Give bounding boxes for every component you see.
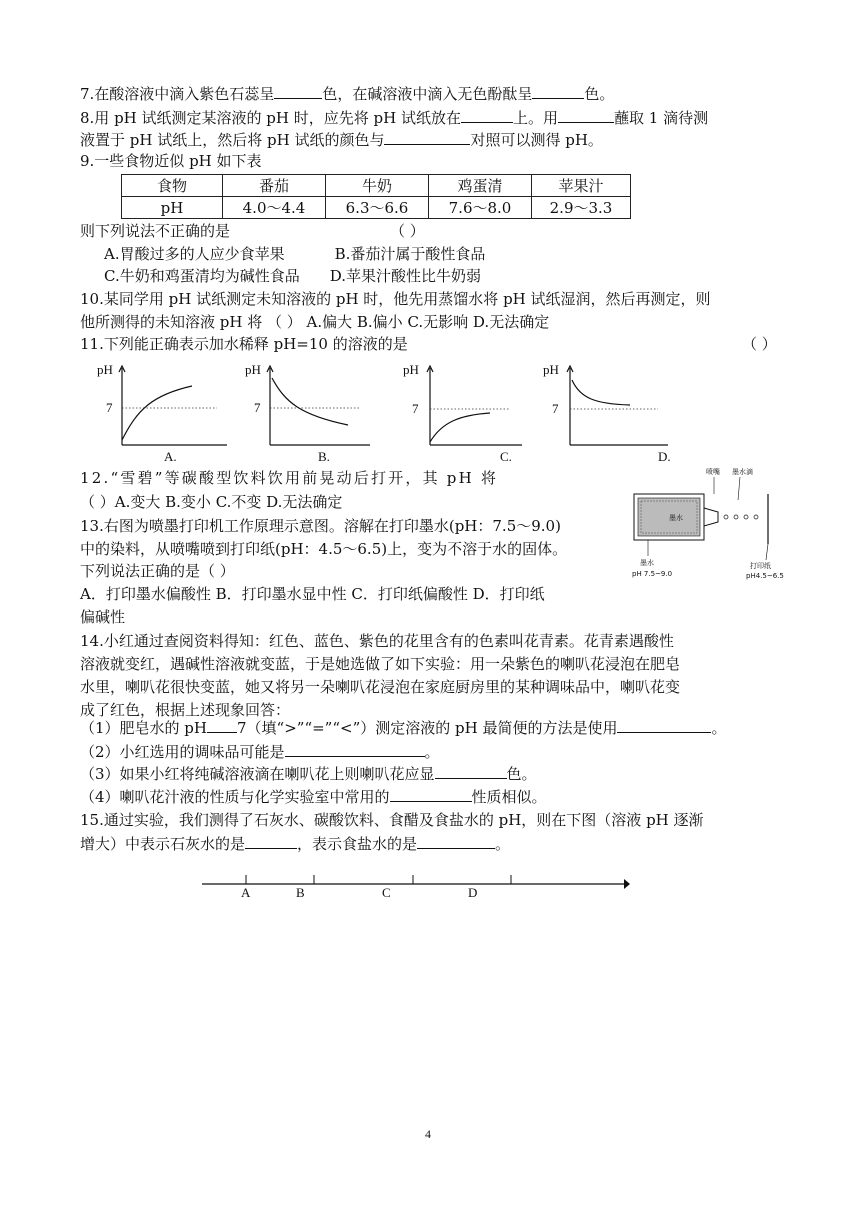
q7-text-a: 7.在酸溶液中滴入紫色石蕊呈 (80, 85, 275, 103)
q9-option-c: C.牛奶和鸡蛋清均为碱性食品 (104, 267, 300, 285)
q7-blank-1 (274, 83, 322, 99)
table-cell: 苹果汁 (532, 175, 631, 197)
ph-number-line-svg (198, 866, 638, 906)
q8-text-d: 液置于 pH 试纸上，然后将 pH 试纸的颜色与 (80, 131, 385, 149)
table-cell: 食物 (122, 175, 223, 197)
q14-blank-4 (435, 763, 507, 779)
numline-label-a: A (241, 885, 251, 900)
q14-s1-text-a: （1）肥皂水的 pH (80, 719, 207, 737)
q7-text-c: 色。 (584, 85, 615, 103)
question-8-line-2 (80, 129, 603, 150)
graph-option-b (240, 360, 380, 465)
q11-question (80, 334, 408, 354)
graph-d-curve (572, 380, 630, 405)
q14-sub-1 (80, 717, 727, 738)
q14-line-1: 14.小红通过查阅资料得知：红色、蓝色、紫色的花里含有的色素叫花青素。花青素遇酸性 (80, 632, 674, 650)
q14-line-3: 水里，喇叭花很快变蓝，她又将另一朵喇叭花浸泡在家庭厨房里的某种调味品中，喇叭花变 (80, 678, 681, 696)
q14-s3-text-a: （3）如果小红将纯碱溶液滴在喇叭花上则喇叭花应显 (80, 765, 435, 783)
table-cell: 番茄 (223, 175, 326, 197)
q8-text-e: 对照可以测得 pH。 (470, 131, 603, 149)
q14-line-2: 溶液就变红，遇碱性溶液就变蓝，于是她选做了如下实验：用一朵紫色的喇叭花浸泡在肥皂 (80, 655, 681, 673)
graph-b-ylabel: pH (245, 362, 261, 377)
q14-sub-4 (80, 786, 547, 807)
table-cell: 6.3～6.6 (326, 197, 429, 219)
q15-line-1: 15.通过实验，我们测得了石灰水、碳酸饮料、食醋及食盐水的 pH，则在下图（溶液 pH 逐渐 (80, 811, 704, 829)
q14-sub-2 (80, 741, 440, 762)
q7-blank-2 (532, 83, 584, 99)
q15-blank-2 (417, 833, 495, 849)
q14-s2-text-b: 。 (424, 743, 440, 761)
table-cell: pH (122, 197, 223, 219)
q15-text-b: ，表示食盐水的是 (297, 835, 418, 853)
label-nozzle: 喷嘴 (706, 468, 720, 476)
graph-a-svg (92, 360, 232, 465)
q9-option-a: A.胃酸过多的人应少食苹果 (104, 245, 285, 263)
q10-line-2: 他所测得的未知溶液 pH 将 （ ） A.偏大 B.偏小 C.无影响 D.无法确定 (80, 313, 550, 331)
label-ink: 墨水 (640, 559, 654, 567)
q12-line-1: 12.“雪碧”等碳酸型饮料饮用前晃动后打开，其 pH 将 (80, 469, 499, 487)
graph-c-curve (430, 413, 490, 442)
graph-option-a (92, 360, 232, 465)
q12-line-2: （ ）A.变大 B.变小 C.不变 D.无法确定 (80, 493, 343, 511)
graph-option-c (400, 360, 540, 465)
graph-c-seven: 7 (412, 401, 419, 416)
nozzle-shape (704, 508, 718, 526)
graph-a-curve (122, 386, 192, 440)
label-paper: 打印纸 (750, 562, 771, 570)
graph-c-label: C. (500, 449, 512, 464)
ph-number-line (198, 866, 638, 910)
question-8-line-1 (80, 107, 708, 128)
graph-option-d (540, 360, 680, 465)
q13-line-3: 下列说法正确的是（ ） (80, 562, 235, 580)
q11-question-text: 11.下列能正确表示加水稀释 pH=10 的溶液的是 (80, 335, 408, 353)
q14-s4-text-a: （4）喇叭花汁液的性质与化学实验室中常用的 (80, 788, 390, 806)
q15-blank-1 (245, 833, 297, 849)
graph-d-seven: 7 (552, 401, 559, 416)
q15-text-c: 。 (495, 835, 511, 853)
table-cell: 4.0～4.4 (223, 197, 326, 219)
q14-s1-text-c: 。 (711, 719, 727, 737)
food-ph-table (121, 174, 631, 219)
q14-blank-1 (207, 717, 237, 733)
q9-question (80, 221, 425, 241)
table-cell: 鸡蛋清 (429, 175, 532, 197)
q14-line-4: 成了红色，根据上述现象回答： (80, 701, 291, 719)
q8-blank-1 (461, 107, 513, 123)
q14-blank-5 (390, 786, 472, 802)
q8-blank-3 (384, 129, 470, 145)
q9-options-row-1 (104, 244, 485, 264)
q14-sub-3 (80, 763, 537, 784)
graph-a-label: A. (164, 449, 177, 464)
q14-s1-text-b: 7（填“>”“=”“<”）测定溶液的 pH 最简便的方法是使用 (237, 719, 618, 737)
q13-line-1: 13.右图为喷墨打印机工作原理示意图。溶解在打印墨水(pH：7.5～9.0) (80, 517, 561, 535)
graph-b-svg (240, 360, 380, 465)
printer-diagram (628, 464, 788, 584)
graph-a-seven: 7 (106, 400, 113, 415)
q7-text-b: 色，在碱溶液中滴入无色酚酞呈 (322, 85, 533, 103)
q8-blank-2 (558, 107, 614, 123)
numline-label-d: D (468, 885, 478, 900)
graph-b-seven: 7 (254, 400, 261, 415)
q11-answer-paren: （ ） (742, 335, 777, 353)
graph-b-curve (272, 378, 348, 425)
graph-d-svg (540, 360, 680, 465)
q14-s4-text-b: 性质相似。 (471, 788, 547, 806)
table-row (122, 197, 631, 219)
graph-c-ylabel: pH (403, 362, 419, 377)
inkjet-printer-figure (628, 464, 788, 584)
q14-s3-text-b: 色。 (506, 765, 537, 783)
q9-question-text: 则下列说法不正确的是 (80, 222, 231, 240)
table-cell: 牛奶 (326, 175, 429, 197)
page-number: 4 (425, 1127, 431, 1141)
label-ink-ph: pH 7.5~9.0 (632, 570, 673, 578)
graph-b-label: B. (318, 449, 330, 464)
table-cell: 7.6～8.0 (429, 197, 532, 219)
q15-text-a: 增大）中表示石灰水的是 (80, 835, 246, 853)
q14-blank-2 (617, 717, 711, 733)
q9-option-b: B.番茄汁属于酸性食品 (334, 245, 486, 263)
numline-label-b: B (296, 885, 305, 900)
q8-text-c: 蘸取 1 滴待测 (614, 109, 709, 127)
q9-title: 9.一些食物近似 pH 如下表 (80, 152, 262, 170)
q10-line-1: 10.某同学用 pH 试纸测定未知溶液的 pH 时，他先用蒸馏水将 pH 试纸湿润，然后再测定，则 (80, 290, 711, 308)
q15-line-2 (80, 833, 510, 854)
q9-option-d: D.苹果汁酸性比牛奶弱 (329, 267, 481, 285)
numline-label-c: C (382, 885, 391, 900)
graph-a-ylabel: pH (97, 362, 113, 377)
label-ink-drop: 墨水滴 (732, 468, 753, 476)
graph-d-label: D. (658, 449, 671, 464)
label-ink-inner: 墨水 (669, 514, 683, 522)
graph-c-svg (400, 360, 540, 465)
table-cell: 2.9～3.3 (532, 197, 631, 219)
q8-text-b: 上。用 (512, 109, 558, 127)
q9-options-row-2 (104, 266, 481, 286)
question-7 (80, 83, 614, 104)
label-paper-ph: pH4.5~6.5 (746, 572, 784, 580)
table-header-row (122, 175, 631, 197)
q13-line-5: 偏碱性 (80, 608, 126, 626)
q14-blank-3 (285, 741, 425, 757)
q14-s2-text-a: （2）小红选用的调味品可能是 (80, 743, 285, 761)
q13-line-2: 中的染料，从喷嘴喷到打印纸(pH：4.5～6.5)上，变为不溶于水的固体。 (80, 540, 568, 558)
q13-line-4: A．打印墨水偏酸性 B．打印墨水显中性 C．打印纸偏酸性 D．打印纸 (80, 585, 545, 603)
q8-text-a: 8.用 pH 试纸测定某溶液的 pH 时，应先将 pH 试纸放在 (80, 109, 461, 127)
graph-d-ylabel: pH (543, 362, 559, 377)
q9-answer-paren: （ ） (390, 222, 425, 240)
